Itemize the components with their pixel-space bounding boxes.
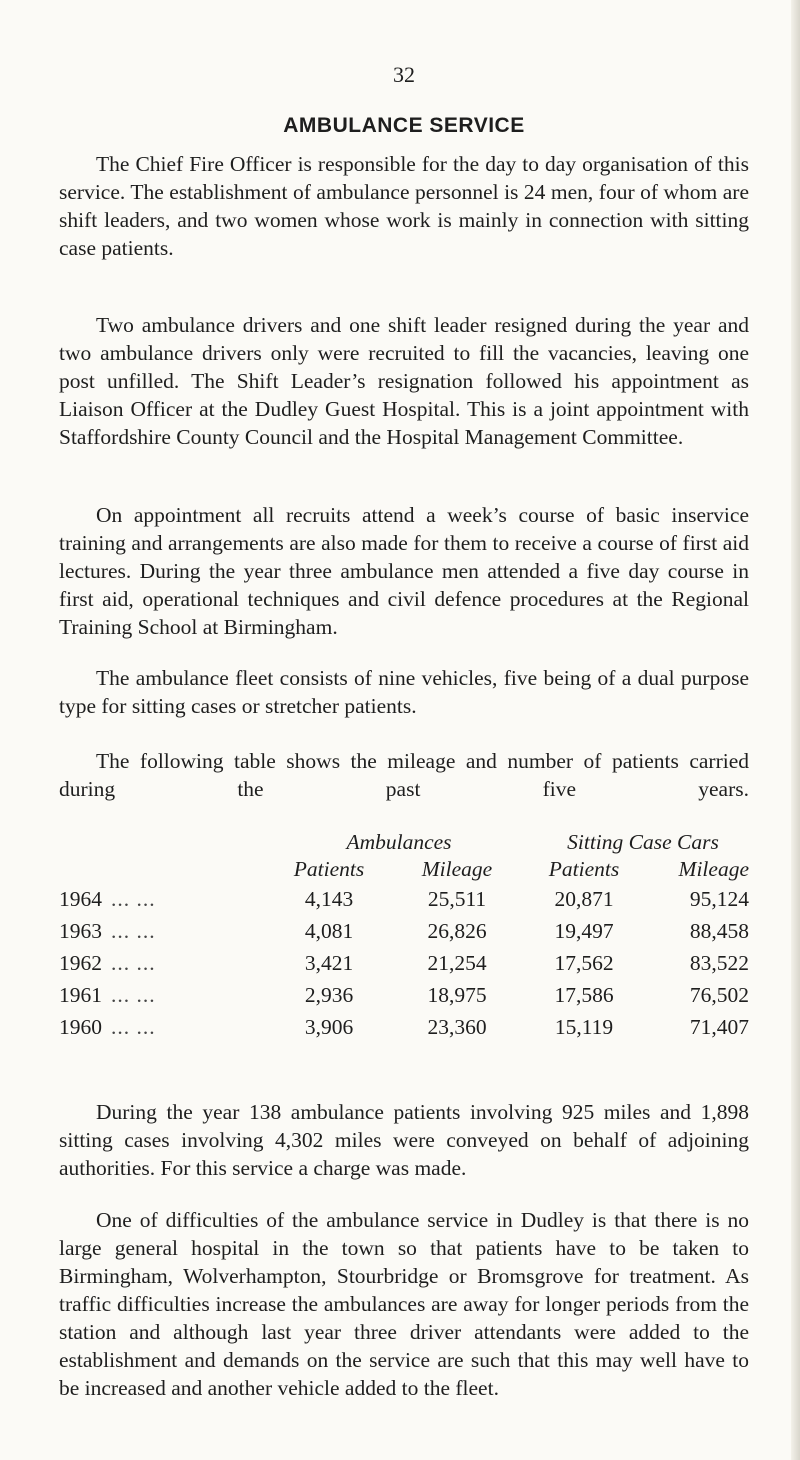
- paragraph-establishment: The Chief Fire Officer is responsible for the day to day organisation of this service. The establishment of ambulance personnel is 24 men, four of whom are shift leaders, and two women whose work is mainly in connection with sitting case patients.: [59, 152, 749, 260]
- table-row: [59, 883, 749, 915]
- cell-amb-mileage: 23,360: [427, 1014, 487, 1039]
- cell-amb-mileage: 25,511: [427, 886, 487, 911]
- page-number: 32: [393, 62, 415, 87]
- paragraph-training: On appointment all recruits attend a week’s course of basic inservice training and arrangements are also made for them to receive a course of first aid lectures. During the year three ambulance men attended a five day course in first aid, operational techniques and civil defence procedures at the Regional Training School at Birmingham.: [59, 503, 749, 639]
- dot-leader: ... ...: [111, 918, 156, 943]
- paragraph-resignations: Two ambulance drivers and one shift leader resigned during the year and two ambulance drivers only were recruited to fill the vacancies, leaving one post unfilled. The Shift Leader’s resignation followed his appointment as Liaison Officer at the Dudley Guest Hospital. This is a joint appointment with Staffordshire County Council and the Hospital Management Committee.: [59, 313, 749, 449]
- cell-scc-mileage: 71,407: [689, 1014, 749, 1039]
- cell-amb-mileage: 26,826: [427, 918, 487, 943]
- cell-amb-patients: 4,081: [304, 918, 354, 943]
- row-year: 1964: [59, 886, 102, 911]
- cell-scc-patients: 20,871: [554, 886, 614, 911]
- cell-amb-patients: 4,143: [304, 886, 354, 911]
- paragraph-table-intro: The following table shows the mileage and number of patients carried during the past five years.: [59, 749, 749, 801]
- cell-amb-patients: 2,936: [304, 982, 354, 1007]
- column-header-amb-patients: Patients: [293, 856, 365, 881]
- mileage-patients-table: [59, 829, 749, 1043]
- cell-amb-patients: 3,906: [304, 1014, 354, 1039]
- cell-amb-mileage: 21,254: [427, 950, 487, 975]
- table-column-header-row: [59, 855, 749, 883]
- table-row: [59, 947, 749, 979]
- paragraph-adjoining-authorities: During the year 138 ambulance patients involving 925 miles and 1,898 sitting cases involving 4,302 miles were conveyed on behalf of adjoining authorities. For this service a charge was made.: [59, 1100, 749, 1180]
- row-year: 1960: [59, 1014, 102, 1039]
- cell-scc-patients: 17,562: [554, 950, 614, 975]
- column-header-amb-mileage: Mileage: [421, 856, 493, 881]
- paragraph-difficulties: One of difficulties of the ambulance service in Dudley is that there is no large general hospital in the town so that patients have to be taken to Birmingham, Wolverhampton, Stourbridge or Bromsgrove for treatment. As traffic difficulties increase the ambulances are away for longer periods from the station and although last year three driver attendants were added to the establishment and demands on the service are such that this may well have to be increased and another vehicle added to the fleet.: [59, 1208, 749, 1400]
- column-header-scc-mileage: Mileage: [678, 856, 749, 881]
- table-row: [59, 1011, 749, 1043]
- dot-leader: ... ...: [111, 950, 156, 975]
- row-year: 1963: [59, 918, 102, 943]
- cell-scc-patients: 19,497: [554, 918, 614, 943]
- cell-scc-mileage: 76,502: [689, 982, 749, 1007]
- group-header-sitting-case-cars: Sitting Case Cars: [567, 829, 719, 854]
- cell-amb-patients: 3,421: [304, 950, 354, 975]
- dot-leader: ... ...: [111, 1014, 156, 1039]
- cell-scc-patients: 15,119: [554, 1014, 614, 1039]
- table-row: [59, 915, 749, 947]
- page-edge: [791, 0, 800, 1460]
- table-row: [59, 979, 749, 1011]
- cell-amb-mileage: 18,975: [427, 982, 487, 1007]
- row-year: 1961: [59, 982, 102, 1007]
- paragraph-fleet: The ambulance fleet consists of nine vehicles, five being of a dual purpose type for sitting cases or stretcher patients.: [59, 666, 749, 718]
- table-group-header-row: [59, 829, 749, 855]
- cell-scc-mileage: 83,522: [689, 950, 749, 975]
- cell-scc-mileage: 88,458: [689, 918, 749, 943]
- section-heading: AMBULANCE SERVICE: [283, 114, 525, 137]
- row-year: 1962: [59, 950, 102, 975]
- cell-scc-mileage: 95,124: [689, 886, 749, 911]
- column-header-scc-patients: Patients: [548, 856, 620, 881]
- dot-leader: ... ...: [111, 982, 156, 1007]
- group-header-ambulances: Ambulances: [346, 829, 452, 854]
- cell-scc-patients: 17,586: [554, 982, 614, 1007]
- dot-leader: ... ...: [111, 886, 156, 911]
